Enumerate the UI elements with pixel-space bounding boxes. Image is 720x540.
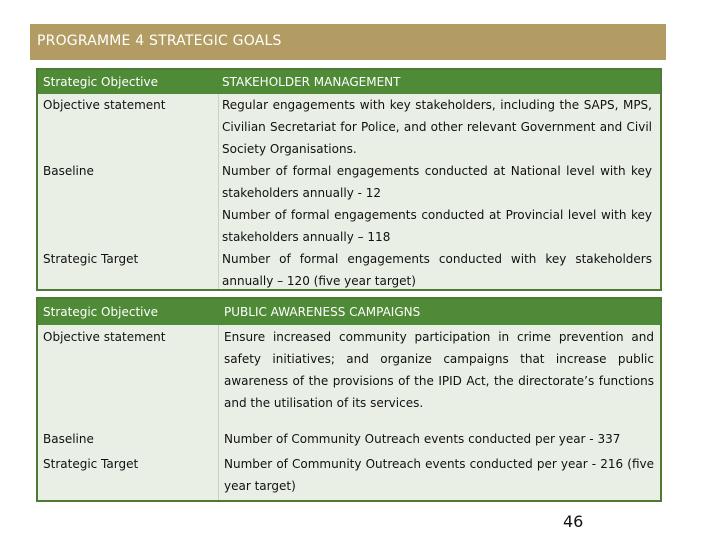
strategic-goal-table-1 xyxy=(36,68,662,291)
table-2-body xyxy=(38,325,660,500)
statement-label: Objective statement xyxy=(43,330,166,344)
target-label: Strategic Target xyxy=(43,457,139,471)
statement-label: Objective statement xyxy=(43,98,166,112)
statement-value: Regular engagements with key stakeholders, including the SAPS, MPS, Civilian Secretariat for Police, and other relevant Government and Civil Society Organisations. xyxy=(222,98,652,156)
target-value: Number of formal engagements conducted with key stakeholders annually – 120 (five year target) xyxy=(222,252,652,288)
baseline-value-provincial: Number of formal engagements conducted at Provincial level with key stakeholders annually – 118 xyxy=(222,208,652,244)
table-1-head xyxy=(38,70,660,94)
target-value: Number of Community Outreach events conducted per year - 216 (five year target) xyxy=(224,457,654,493)
baseline-value: Number of Community Outreach events conducted per year - 337 xyxy=(224,432,621,446)
page-number: 46 xyxy=(563,512,584,531)
target-label: Strategic Target xyxy=(43,252,139,266)
baseline-label: Baseline xyxy=(43,432,94,446)
objective-value: STAKEHOLDER MANAGEMENT xyxy=(222,75,401,89)
objective-label: Strategic Objective xyxy=(43,75,158,89)
column-divider xyxy=(218,325,219,500)
baseline-value-national: Number of formal engagements conducted at National level with key stakeholders annually - 12 xyxy=(222,164,652,200)
page-title: PROGRAMME 4 STRATEGIC GOALS xyxy=(37,33,282,49)
table-2-head xyxy=(38,299,660,325)
strategic-goal-table-2 xyxy=(36,297,662,502)
objective-value: PUBLIC AWARENESS CAMPAIGNS xyxy=(224,305,421,319)
objective-label: Strategic Objective xyxy=(43,305,158,319)
header-bar xyxy=(30,24,666,60)
statement-value: Ensure increased community participation in crime prevention and safety initiatives; and organize campaigns that increase public awareness of the provisions of the IPID Act, the directorate’s functions and the utilisation of its services. xyxy=(224,330,654,410)
baseline-label: Baseline xyxy=(43,164,94,178)
table-1-body xyxy=(38,94,660,289)
column-divider xyxy=(218,94,219,289)
